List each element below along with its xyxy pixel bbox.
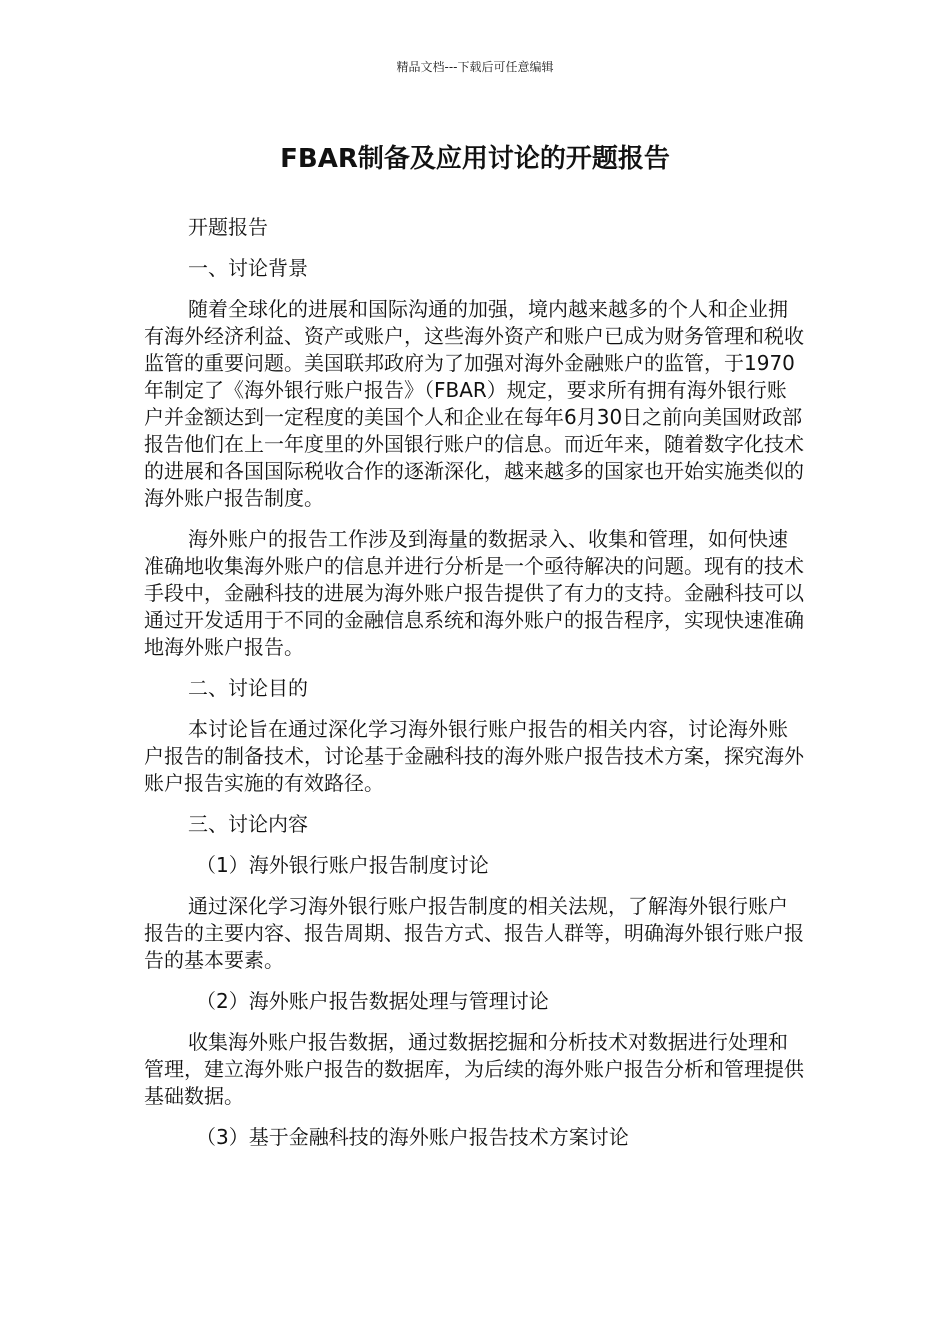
- paragraph-background-2: 海外账户的报告工作涉及到海量的数据录入、收集和管理，如何快速准确地收集海外账户的信息并进行分析是一个亟待解决的问题。现有的技术手段中，金融科技的进展为海外账户报告提供了有力的支持。金融科技可以通过开发适用于不同的金融信息系统和海外账户的报告程序，实现快速准确地海外账户报告。: [144, 527, 804, 659]
- paragraph-background-1: 随着全球化的进展和国际沟通的加强，境内越来越多的个人和企业拥有海外经济利益、资产或账户，这些海外资产和账户已成为财务管理和税收监管的重要问题。美国联邦政府为了加强对海外金融账户的监管，于1970年制定了《海外银行账户报告》（FBAR）规定，要求所有拥有海外银行账户并金额达到一定程度的美国个人和企业在每年6月30日之前向美国财政部报告他们在上一年度里的外国银行账户的信息。而近年来，随着数字化技术的进展和各国国际税收合作的逐渐深化，越来越多的国家也开始实施类似的海外账户报告制度。: [144, 297, 804, 510]
- paragraph-item-1: 通过深化学习海外银行账户报告制度的相关法规，了解海外银行账户报告的主要内容、报告周期、报告方式、报告人群等，明确海外银行账户报告的基本要素。: [144, 894, 804, 972]
- subheading-item-2: （2）海外账户报告数据处理与管理讨论: [196, 989, 549, 1013]
- section-heading-purpose: 二、讨论目的: [188, 676, 308, 700]
- section-heading-content: 三、讨论内容: [188, 812, 308, 836]
- section-heading-background: 一、讨论背景: [188, 256, 308, 280]
- page-header-watermark: 精品文档---下载后可任意编辑: [396, 60, 554, 74]
- document-title: FBAR制备及应用讨论的开题报告: [280, 144, 670, 174]
- paragraph-purpose: 本讨论旨在通过深化学习海外银行账户报告的相关内容，讨论海外账户报告的制备技术，讨论基于金融科技的海外账户报告技术方案，探究海外账户报告实施的有效路径。: [144, 717, 804, 795]
- subheading-item-1: （1）海外银行账户报告制度讨论: [196, 853, 489, 877]
- paragraph-item-2: 收集海外账户报告数据，通过数据挖掘和分析技术对数据进行处理和管理，建立海外账户报告的数据库，为后续的海外账户报告分析和管理提供基础数据。: [144, 1030, 804, 1108]
- section-heading-proposal: 开题报告: [188, 215, 268, 239]
- document-body: [144, 214, 806, 1165]
- subheading-item-3: （3）基于金融科技的海外账户报告技术方案讨论: [196, 1125, 629, 1149]
